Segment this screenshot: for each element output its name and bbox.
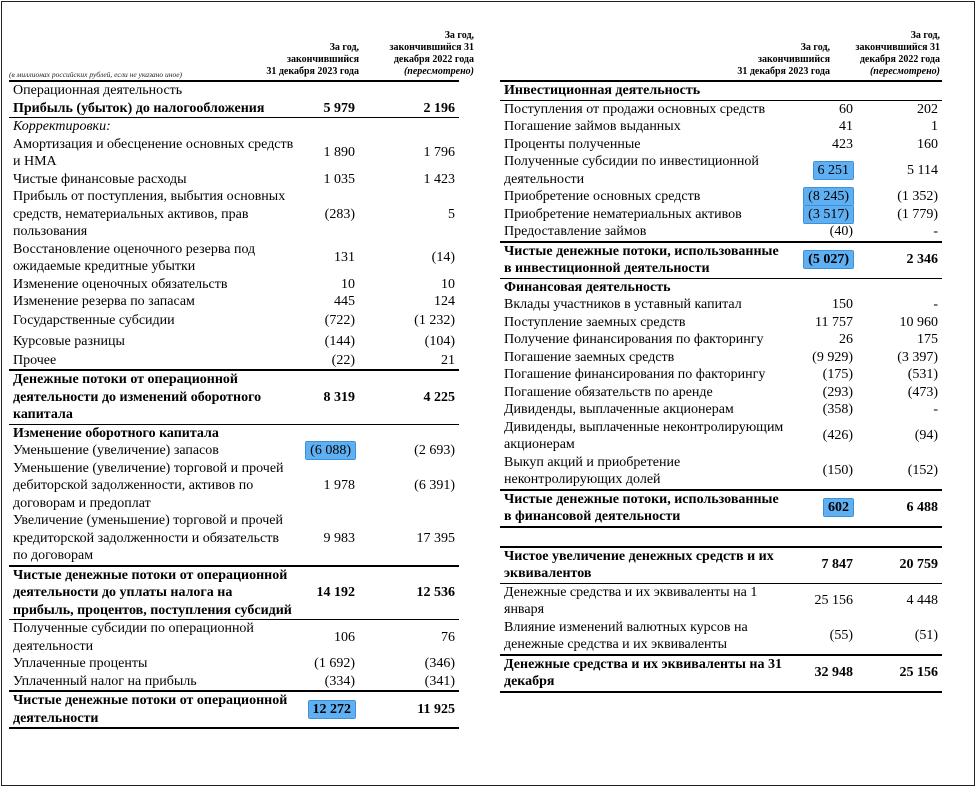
operating-activities-panel bbox=[9, 20, 474, 729]
table-row: Денежные средства и их эквиваленты на 1 января 25 156 4 448 bbox=[500, 583, 942, 619]
table-row: Предоставление займов (40) - bbox=[504, 224, 939, 239]
table-row: Увеличение (уменьшение) торговой и прочей кредиторской задолженности и обязательств по договорам 9 983 17 395 bbox=[13, 513, 455, 563]
table-row: Корректировки: bbox=[9, 118, 459, 136]
table-row: Поступления от продажи основных средств 60 202 bbox=[500, 100, 942, 118]
highlighted-value: (3 517) bbox=[804, 206, 853, 223]
highlighted-value: 6 251 bbox=[814, 162, 854, 179]
column-header-2022: За год, закончившийся 31 декабря 2022 года (пересмотрено) bbox=[389, 30, 474, 77]
table-row: Влияние изменений валютных курсов на денежные средства и их эквиваленты (55) (51) bbox=[504, 619, 939, 652]
table-row: Проценты полученные 423 160 bbox=[504, 136, 939, 152]
table-row: Дивиденды, выплаченные акционерам (358) - bbox=[504, 402, 939, 417]
table-row: Выкуп акций и приобретение неконтролирующих долей (150) (152) bbox=[504, 454, 939, 487]
table-row: Изменение оценочных обязательств 10 10 bbox=[13, 276, 455, 292]
highlighted-value: (6 088) bbox=[306, 442, 355, 459]
table-row: Приобретение основных средств (8 245) (1 352) bbox=[504, 189, 939, 204]
subtotal-row: Чистые денежные потоки от операционной деятельности до уплаты налога на прибыль, процентов, поступления субсидий 14 192 12 536 bbox=[9, 566, 459, 620]
table-row: Приобретение нематериальных активов (3 517) (1 779) bbox=[504, 206, 939, 222]
table-row: Восстановление оценочного резерва под ожидаемые кредитные убытки 131 (14) bbox=[13, 241, 455, 274]
column-headers bbox=[500, 20, 942, 80]
column-headers bbox=[9, 20, 474, 80]
table-row: Погашение займов выданных 41 1 bbox=[504, 119, 939, 134]
table-row: Прибыль от поступления, выбытия основных средств, нематериальных активов, прав пользования (283) 5 bbox=[13, 189, 455, 239]
highlighted-value: (8 245) bbox=[804, 188, 853, 205]
total-row: Чистые денежные потоки от операционной деятельности 12 272 11 925 bbox=[9, 691, 459, 728]
column-header-2023: За год, закончившийся 31 декабря 2023 года bbox=[266, 42, 359, 77]
table-row: Поступление заемных средств 11 757 10 960 bbox=[504, 314, 939, 330]
subtotal-row: Денежные потоки от операционной деятельности до изменений оборотного капитала 8 319 4 225 bbox=[9, 370, 459, 424]
section-header-row: Финансовая деятельность bbox=[500, 278, 942, 296]
section-header-row: Изменение оборотного капитала bbox=[9, 424, 459, 442]
table-row: Уплаченный налог на прибыль (334) (341) bbox=[13, 673, 455, 689]
highlighted-value: 602 bbox=[824, 499, 853, 516]
table-row: Погашение обязательств по аренде (293) (473) bbox=[504, 384, 939, 400]
table-row: Уменьшение (увеличение) запасов (6 088) (2 693) bbox=[13, 443, 455, 458]
table-row: Вклады участников в уставный капитал 150 - bbox=[504, 297, 939, 312]
table-row: Государственные субсидии (722) (1 232) bbox=[13, 312, 455, 328]
table-row: Уплаченные проценты (1 692) (346) bbox=[13, 656, 455, 671]
table-row: Дивиденды, выплаченные неконтролирующим акционерам (426) (94) bbox=[504, 419, 939, 452]
table-row: Прибыль (убыток) до налогообложения 5 979 2 196 bbox=[13, 100, 455, 116]
total-row: Денежные средства и их эквиваленты на 31 декабря 32 948 25 156 bbox=[500, 655, 942, 692]
investing-financing-panel bbox=[500, 20, 942, 693]
table-row: Изменение резерва по запасам 445 124 bbox=[13, 294, 455, 309]
table-row: Погашение финансирования по факторингу (175) (531) bbox=[504, 367, 939, 382]
table-row: Уменьшение (увеличение) торговой и прочей дебиторской задолженности, активов по договорам и предоплат 1 978 (6 391) bbox=[13, 460, 455, 511]
subtotal-row: Чистые денежные потоки, использованные в инвестиционной деятельности (5 027) 2 346 bbox=[500, 242, 942, 279]
section-header-row: Операционная деятельность bbox=[9, 81, 459, 100]
spacer-row bbox=[500, 527, 942, 547]
column-header-2023: За год, закончившийся 31 декабря 2023 года bbox=[737, 42, 830, 77]
table-row: Прочее (22) 21 bbox=[13, 352, 455, 368]
table-row: Чистые финансовые расходы 1 035 1 423 bbox=[13, 171, 455, 187]
subtotal-row: Чистое увеличение денежных средств и их эквивалентов 7 847 20 759 bbox=[500, 547, 942, 584]
subtotal-row: Чистые денежные потоки, использованные в финансовой деятельности 602 6 488 bbox=[500, 490, 942, 527]
table-row: Полученные субсидии по операционной деятельности 106 76 bbox=[9, 620, 459, 656]
highlighted-value: (5 027) bbox=[804, 251, 853, 268]
column-header-2022: За год, закончившийся 31 декабря 2022 года (пересмотрено) bbox=[855, 30, 940, 77]
table-row: Получение финансирования по факторингу 26 175 bbox=[504, 332, 939, 347]
table-row: Полученные субсидии по инвестиционной деятельности 6 251 5 114 bbox=[504, 154, 939, 187]
table-row: Курсовые разницы (144) (104) bbox=[13, 333, 455, 349]
highlighted-value: 12 272 bbox=[309, 701, 356, 718]
table-row: Амортизация и обесценение основных средств и НМА 1 890 1 796 bbox=[13, 136, 455, 169]
table-row: Погашение заемных средств (9 929) (3 397) bbox=[504, 349, 939, 365]
section-header-row: Инвестиционная деятельность bbox=[500, 81, 942, 100]
operating-cash-flow-table bbox=[9, 80, 459, 729]
unit-note: (в миллионах российских рублей, если не указано иное) bbox=[9, 70, 183, 79]
investing-financing-table bbox=[500, 80, 942, 693]
